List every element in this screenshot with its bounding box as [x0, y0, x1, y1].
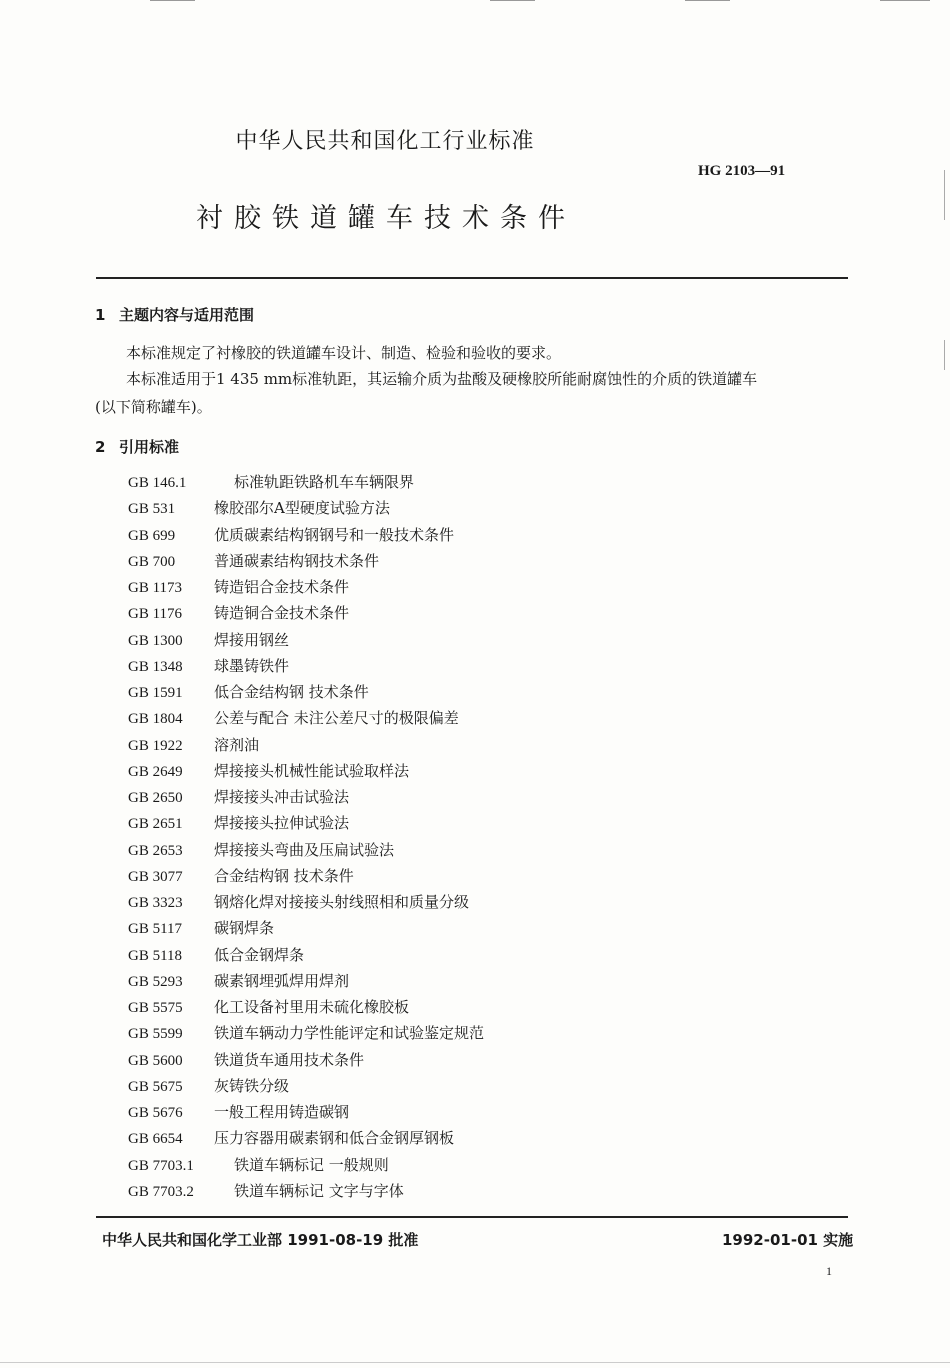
reference-code: GB 7703.1: [128, 1157, 194, 1174]
reference-title: 焊接接头弯曲及压扁试验法: [214, 840, 395, 859]
reference-item: [128, 1125, 484, 1151]
reference-code: GB 3323: [128, 895, 183, 911]
reference-code: GB 1804: [128, 711, 183, 728]
reference-code: GB 5676: [128, 1105, 183, 1121]
reference-code: GB 2650: [128, 790, 183, 806]
reference-code: GB 1173: [128, 580, 183, 596]
scan-mark: [490, 0, 535, 1]
section-number: 1: [95, 306, 106, 324]
reference-title: 球墨铸铁件: [214, 656, 290, 675]
page-number: 1: [826, 1264, 832, 1278]
reference-title: 合金结构钢 技术条件: [214, 866, 354, 885]
reference-code: GB 1348: [128, 658, 183, 675]
reference-title: 焊接接头冲击试验法: [214, 788, 350, 806]
scan-mark: [944, 340, 945, 370]
reference-title: 碳钢焊条: [214, 919, 275, 938]
reference-title: 橡胶邵尔A型硬度试验方法: [214, 499, 390, 518]
reference-item: [128, 863, 484, 889]
reference-code: GB 5118: [128, 947, 183, 964]
reference-item: [128, 732, 484, 758]
reference-code: GB 699: [128, 527, 176, 544]
reference-code: GB 5575: [128, 1000, 183, 1016]
reference-title: 钢熔化焊对接接头射线照相和质量分级: [214, 893, 470, 911]
reference-item: [128, 679, 484, 705]
reference-code: GB 2651: [128, 816, 183, 833]
reference-item: [128, 574, 484, 600]
reference-item: [128, 1073, 484, 1099]
reference-item: [128, 915, 484, 941]
reference-title: 铁道车辆标记 一般规则: [234, 1155, 389, 1174]
reference-code: GB 2653: [128, 842, 183, 859]
reference-item: [128, 1099, 484, 1125]
reference-item: [128, 1047, 484, 1073]
reference-list: [128, 469, 484, 1204]
reference-item: [128, 600, 484, 626]
effective-date: 1992-01-01 实施: [722, 1231, 854, 1249]
reference-title: 灰铸铁分级: [214, 1076, 290, 1095]
reference-code: GB 7703.2: [128, 1183, 194, 1200]
reference-code: GB 1176: [128, 606, 183, 623]
reference-title: 低合金钢焊条: [214, 945, 305, 964]
reference-code: GB 5293: [128, 973, 183, 990]
scope-paragraph-2-cont: (以下简称罐车)。: [95, 398, 212, 416]
scan-mark: [0, 1362, 950, 1363]
reference-item: [128, 1152, 484, 1178]
scan-mark: [880, 0, 930, 1]
reference-title: 焊接接头拉伸试验法: [214, 814, 350, 833]
reference-item: [128, 548, 484, 574]
top-divider: [96, 277, 848, 279]
reference-item: [128, 784, 484, 810]
reference-title: 铸造铜合金技术条件: [214, 604, 350, 623]
reference-code: GB 531: [128, 501, 176, 518]
scope-paragraph-2: 本标准适用于1 435 mm标准轨距，其运输介质为盐酸及硬橡胶所能耐腐蚀性的介质的铁道罐车: [126, 370, 758, 388]
section-1-heading: [95, 304, 254, 325]
reference-title: 压力容器用碳素钢和低合金钢厚钢板: [214, 1129, 455, 1148]
reference-item: [128, 705, 484, 731]
reference-title: 普通碳素结构钢技术条件: [214, 551, 380, 570]
section-title: 主题内容与适用范围: [119, 306, 255, 324]
reference-title: 铁道货车通用技术条件: [214, 1050, 365, 1069]
reference-item: [128, 627, 484, 653]
document-title: 衬胶铁道罐车技术条件: [196, 203, 576, 234]
reference-code: GB 1300: [128, 632, 183, 649]
reference-item: [128, 942, 484, 968]
reference-code: GB 1922: [128, 737, 183, 754]
reference-item: [128, 653, 484, 679]
reference-item: [128, 522, 484, 548]
bottom-divider: [96, 1216, 848, 1218]
section-number: 2: [95, 438, 106, 456]
section-2-heading: [95, 436, 179, 457]
reference-title: 碳素钢埋弧焊用焊剂: [214, 971, 350, 990]
reference-code: GB 5600: [128, 1052, 183, 1069]
reference-item: [128, 837, 484, 863]
standard-title: 中华人民共和国化工行业标准: [235, 129, 535, 154]
scan-mark: [685, 0, 730, 1]
reference-title: 铸造铝合金技术条件: [214, 578, 350, 596]
reference-title: 公差与配合 未注公差尺寸的极限偏差: [214, 709, 459, 728]
approval-statement: 中华人民共和国化学工业部 1991-08-19 批准: [102, 1231, 419, 1249]
reference-item: [128, 810, 484, 836]
scan-mark: [944, 170, 945, 220]
reference-title: 焊接用钢丝: [214, 630, 290, 649]
reference-code: GB 5117: [128, 921, 183, 938]
reference-code: GB 1591: [128, 685, 183, 701]
reference-item: [128, 469, 484, 495]
section-title: 引用标准: [119, 438, 180, 456]
reference-code: GB 5599: [128, 1026, 183, 1043]
reference-title: 溶剂油: [214, 735, 260, 754]
reference-title: 标准轨距铁路机车车辆限界: [234, 473, 415, 491]
reference-item: [128, 495, 484, 521]
reference-item: [128, 1020, 484, 1046]
reference-code: GB 2649: [128, 763, 183, 780]
reference-title: 焊接接头机械性能试验取样法: [214, 761, 410, 780]
reference-title: 铁道车辆标记 文字与字体: [234, 1181, 404, 1200]
reference-item: [128, 994, 484, 1020]
reference-code: GB 146.1: [128, 475, 187, 491]
reference-title: 铁道车辆动力学性能评定和试验鉴定规范: [214, 1024, 485, 1043]
reference-title: 一般工程用铸造碳钢: [214, 1103, 350, 1121]
reference-item: [128, 758, 484, 784]
reference-title: 低合金结构钢 技术条件: [214, 683, 369, 701]
reference-title: 化工设备衬里用未硫化橡胶板: [214, 998, 410, 1016]
reference-title: 优质碳素结构钢钢号和一般技术条件: [214, 525, 455, 544]
reference-code: GB 5675: [128, 1078, 183, 1095]
reference-item: [128, 968, 484, 994]
reference-code: GB 700: [128, 553, 176, 570]
standard-code: HG 2103—91: [698, 163, 786, 179]
reference-code: GB 6654: [128, 1131, 183, 1148]
scan-mark: [150, 0, 195, 1]
reference-item: [128, 1178, 484, 1204]
scope-paragraph-1: 本标准规定了衬橡胶的铁道罐车设计、制造、检验和验收的要求。: [126, 344, 562, 362]
reference-item: [128, 889, 484, 915]
reference-code: GB 3077: [128, 868, 183, 885]
